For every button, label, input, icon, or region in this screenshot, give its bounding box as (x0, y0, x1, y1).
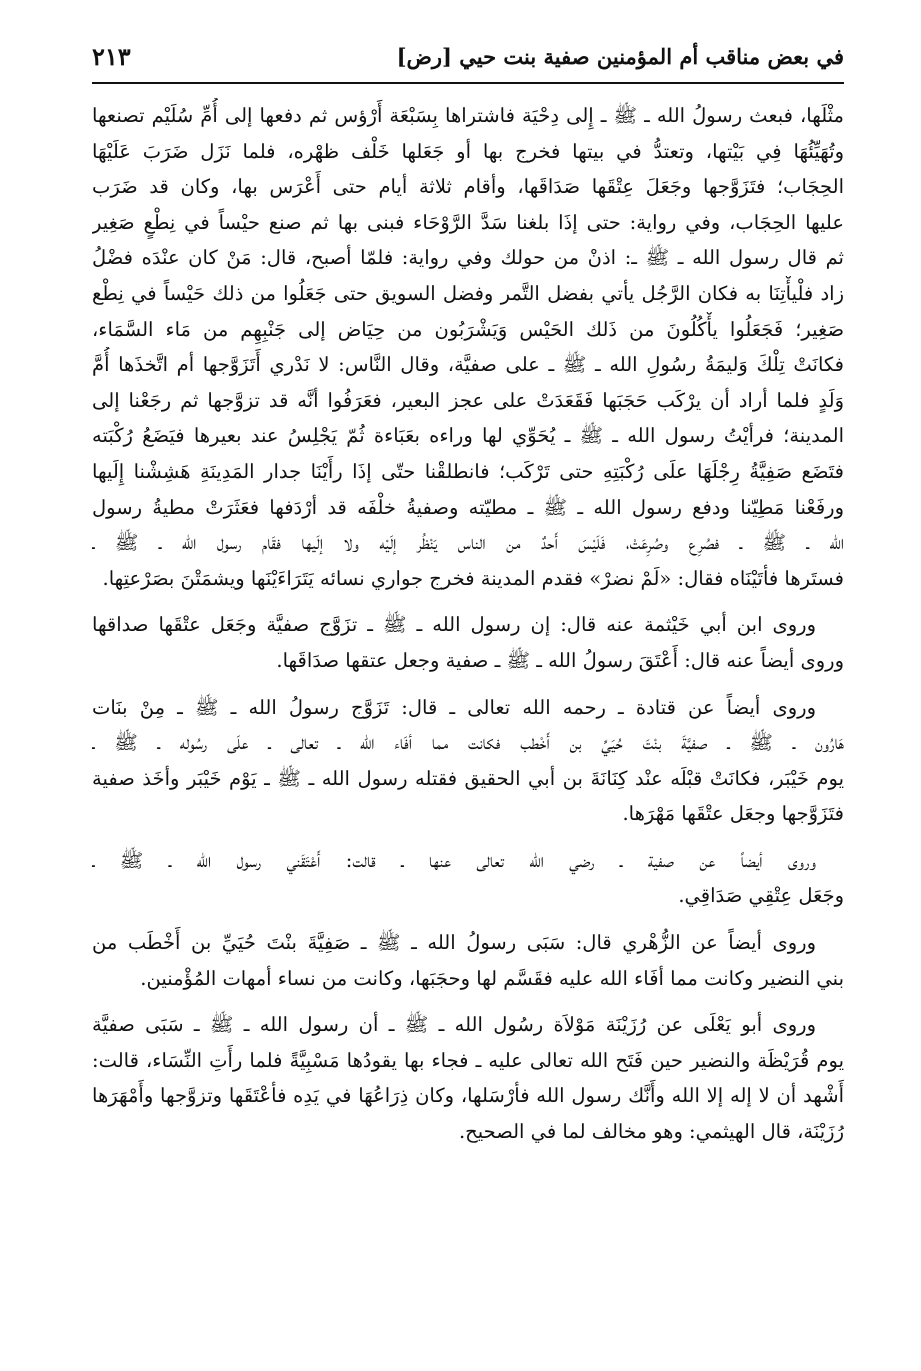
paragraph (92, 607, 844, 678)
text-line: ثم قال رسول الله ـ ﷺ ـ: اذنْ من حولك وفي رواية: فلمّا أصبح، قال: مَنْ كان عنْدَه فضْلُ (92, 246, 844, 270)
text-line: وروى أيضاً عنه قال: أَعْتَقَ رسولُ الله ـ ﷺ ـ صفية وجعل عتقها صدَاقَها. (276, 648, 844, 672)
text-line: المدينة؛ فرأيْتُ رسول الله ـ ﷺ ـ يُحَوِّي لها وراءه بعَبَاءة ثُمّ يَجْلِسُ عند بعيرها فيَضَعُ رُكْبَته (92, 424, 844, 448)
text-line: يوم قُرَيْظَة والنضير حين فَتَح الله تعالى عليه ـ فجاء بها يقودُها مَسْبِيَّةً فلما رأَتِ النِّسَاء، قالت: (92, 1048, 844, 1072)
paragraph (92, 1007, 844, 1149)
text-line: وتُهَيِّئُهَا فِي بَيْتها، وتعتدُّ في بيتها فخرج بها أو جَعَلها خَلْف ظهْره، فلما نَزَل ضَرَبَ عَلَيْهَا (92, 139, 844, 163)
text-line: بني النضير وكانت مما أفَاء الله عليه فقَسَّم لها وحجَبَها، وكانت من نساء أمهات المُؤْمنين. (140, 966, 844, 990)
text-line: وَلَدٍ فلما أراد أن يرْكَب حَجَبَها فَقَعَدَتْ على عجز البعير، فعَرَفُوا أنَّه قد تزوَّجها ثم رجَعْنا إلى (92, 388, 844, 412)
text-line: وروى أبو يَعْلَى عن رُزَيْنَة مَوْلاَة رسُول الله ـ ﷺ ـ أن رسول الله ـ ﷺ ـ سَبَى صفيَّة (92, 1013, 816, 1037)
text-line: الحِجَاب؛ فتَزَوَّجها وجَعَلَ عِتْقَها صَدَاقَها، وأقام ثلاثة أيام حتى أَعْرَس بها، وكان قد ضَرَب (92, 175, 844, 199)
text-line: وروى ابن أبي خَيْثمة عنه قال: إن رسول الله ـ ﷺ ـ تزَوَّج صفيَّة وجَعَل عتْقَها صداقها (92, 613, 816, 637)
book-page (92, 38, 844, 1161)
text-line: رُزَيْنَة، قال الهيثمي: وهو مخالف لما في الصحيح. (458, 1120, 844, 1144)
text-line: وجَعَل عِتْقِي صَدَاقِي. (678, 884, 844, 908)
text-line: عليها الحِجَاب، وفي رواية: حتى إذَا بلغنا سَدَّ الرَّوْحَاء فبنى بها ثم صنع حيْساً في نِطْعٍ صَغِير (92, 210, 844, 234)
text-line: وروى أيضاً عن قتادة ـ رحمه الله تعالى ـ قال: تَزَوَّج رسولُ الله ـ ﷺ ـ مِنْ بنَات (92, 695, 816, 719)
page-number: ٢١٣ (92, 42, 131, 71)
paragraph (92, 843, 844, 914)
paragraph (92, 98, 844, 596)
text-line: فتَزَوَّجها وجعَل عتْقَها مَهْرَها. (622, 802, 844, 826)
text-line: فستَرها فأتَيْنَاه فقال: «لَمْ نضرْ» فقدم المدينة فخرج جواري نسائه يَتَرَاءَيْنَها ويشمَتْنَ بصَرْعتِها. (102, 566, 844, 590)
text-line: هَارُون ـ ﷺ ـ صفيَّةَ بنْتَ حُيَيِّ بن أَخْطب فكانت مما أفَاء الله ـ تعالى ـ علَى رسُوله ـ ﷺ ـ (92, 731, 844, 755)
text-line: أَشْهد أن لا إله إلا الله وأَنَّك رسول الله فأرْسَلها، وكان ذِرَاعُهَا في يَدِه فأعْتَقَها وتزوَّجها وأَمْهَرَها (92, 1084, 844, 1108)
text-line: الله ـ ﷺ ـ فصُرِع وصُرِعَتْ، فَلَيْسَ أَحدٌ من الناس يَنْظُر إلَيْه ولا إلَيها فقَام رسول الله ـ ﷺ ـ (92, 531, 844, 555)
text-line: صَغِير؛ فَجَعَلُوا يأْكُلُونَ من ذَلك الحَيْس وَيَشْرَبُون من حِيَاض إلى جَنْبِهِم من مَاء السَّمَاء، (92, 317, 844, 341)
text-line: ورفَعْنا مَطِيّنا ودفع رسول الله ـ ﷺ ـ مطيّته وصفيةُ خلْفَه قد أرْدَفها فعَثَرَتْ مطيةُ رسول (92, 495, 844, 519)
text-line: وروى أيضاً عن الزُّهْري قال: سَبَى رسولُ الله ـ ﷺ ـ صَفِيَّةَ بنْتَ حُيَيِّ بن أَخْطَب من (92, 931, 816, 955)
page-header (92, 38, 844, 84)
text-line: يوم خَيْبَر، فكانَتْ قبْلَه عنْد كِنَانَةَ بن أبي الحقيق فقتله رسول الله ـ ﷺ ـ يَوْم خَيْبَر وأخَذ صفية (92, 766, 844, 790)
text-line: زاد فلْيأْتِنَا به فكان الرَّجُل يأتي بفضل التَّمر وفضل السويق حتى جَعَلُوا من ذلك حَيْساً في نِطْع (92, 281, 844, 305)
running-title: في بعض مناقب أم المؤمنين صفية بنت حيي [رض] (396, 44, 844, 69)
text-line: فكانَتْ تِلْكَ وَليمَةُ رسُولِ الله ـ ﷺ ـ على صفيَّة، وقال النَّاس: لا نَدْري أَتَزَوَّجها أم اتَّخذَها أُمَّ (92, 353, 844, 377)
text-line: فتَضَع صَفِيَّةُ رِجْلَهَا علَى رُكْبَتِهِ حتى تَرْكَب؛ فانطلقْنا حتّى إذَا رأَيْنَا جدار المَدِينَةِ هَشِشْنا إِلَيها (92, 459, 844, 483)
text-line: وروى أيضاً عن صفية ـ رضي الله تعالى عنها ـ قالت: أَعْتَقَني رسول الله ـ ﷺ ـ (92, 848, 816, 872)
paragraph (92, 925, 844, 996)
text-line: مثْلَها، فبعث رسولُ الله ـ ﷺ ـ إِلى دِحْيَة فاشتراها بِسَبْعَة أَرْؤس ثم دفعها إلى أُمِّ سُلَيْم تصنعها (92, 104, 844, 127)
page-body (92, 98, 844, 1150)
paragraph (92, 690, 844, 832)
